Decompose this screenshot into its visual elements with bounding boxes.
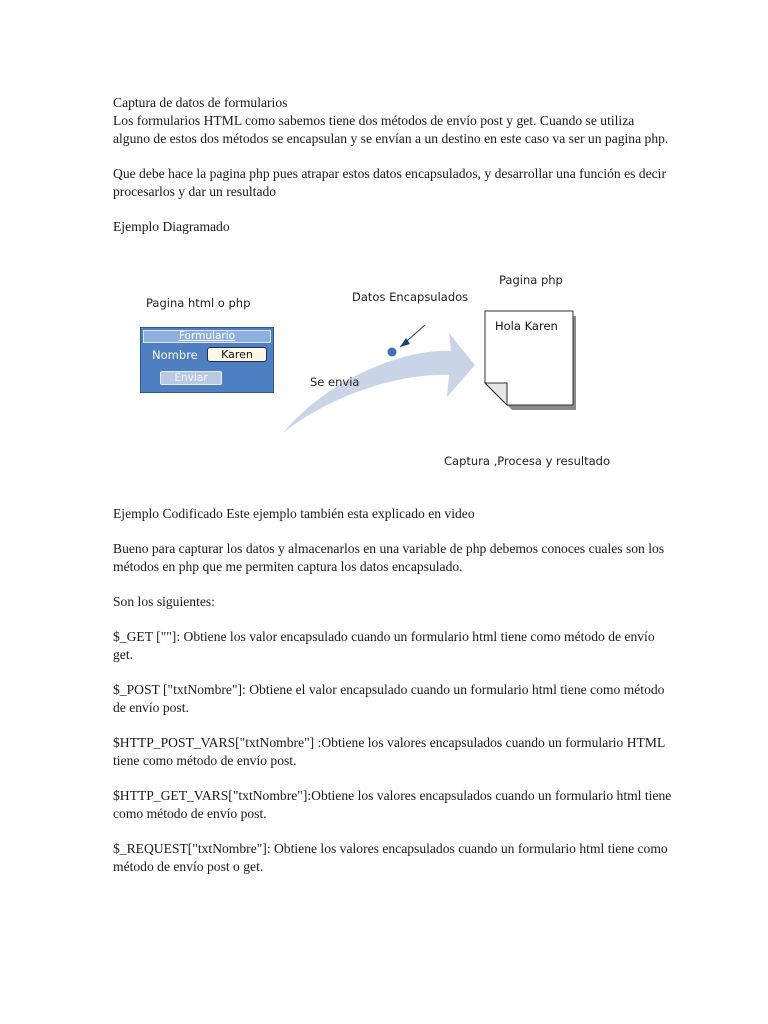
second-paragraph: Que debe hace la pagina php pues atrapar estos datos encapsulados, y desarrollar una función es decir procesarlos y dar un resultado [113,166,666,199]
method-desc: :Obtiene los valores encapsulados cuando un formulario html tiene como método de envío post. [113,788,672,821]
method-term: $HTTP_POST_VARS["txtNombre"] [113,735,315,750]
name-label: Nombre [152,348,198,362]
method-desc: : Obtiene los valor encapsulado cuando un formulario html tiene como método de envío get. [113,629,655,662]
method-desc: :Obtiene los valores encapsulados cuando un formulario HTML tiene como método de envío post. [113,735,665,768]
intro-paragraph: Los formularios HTML como sabemos tiene dos métodos de envío post y get. Cuando se utiliza alguno de estos dos métodos se encapsulan y se envían a un destino en este caso va ser un pagina php. [113,113,669,146]
method-item [113,681,673,717]
form-title: Formulario [143,330,271,343]
flow-diagram [113,253,673,483]
doc-title: Captura de datos de formularios [113,95,288,110]
document-page [113,94,673,893]
method-item [113,840,673,876]
send-label: Se envia [310,375,360,389]
method-item [113,787,673,823]
source-page-label: Pagina html o php [146,296,251,310]
list-intro: Son los siguientes: [113,594,215,609]
method-term: $_POST ["txtNombre"] [113,682,243,697]
method-term: $_REQUEST["txtNombre"] [113,841,267,856]
example-coded-heading: Ejemplo Codificado Este ejemplo también esta explicado en video [113,506,475,521]
third-paragraph: Bueno para capturar los datos y almacenarlos en una variable de php debemos conoces cuales son los métodos en php que me permiten captura los datos encapsulado. [113,541,665,574]
method-item [113,628,673,664]
result-text: Hola Karen [495,319,558,333]
encapsulated-data-label: Datos Encapsulados [352,290,469,304]
name-input: Karen [207,347,267,362]
method-desc: : Obtiene los valores encapsulados cuando un formulario html tiene como método de envío post o get. [113,841,668,874]
page-fold [485,383,507,405]
method-term: $HTTP_GET_VARS["txtNombre"] [113,788,308,803]
target-page-label: Pagina php [499,273,563,287]
method-item [113,734,673,770]
data-dot [388,348,397,357]
diagram-caption: Captura ,Procesa y resultado [444,454,610,468]
method-desc: : Obtiene el valor encapsulado cuando un formulario html tiene como método de envío post. [113,682,665,715]
example-diagram-heading: Ejemplo Diagramado [113,219,230,234]
form-mockup [140,327,274,393]
method-term: $_GET [""] [113,629,177,644]
send-button: Enviar [160,371,222,385]
